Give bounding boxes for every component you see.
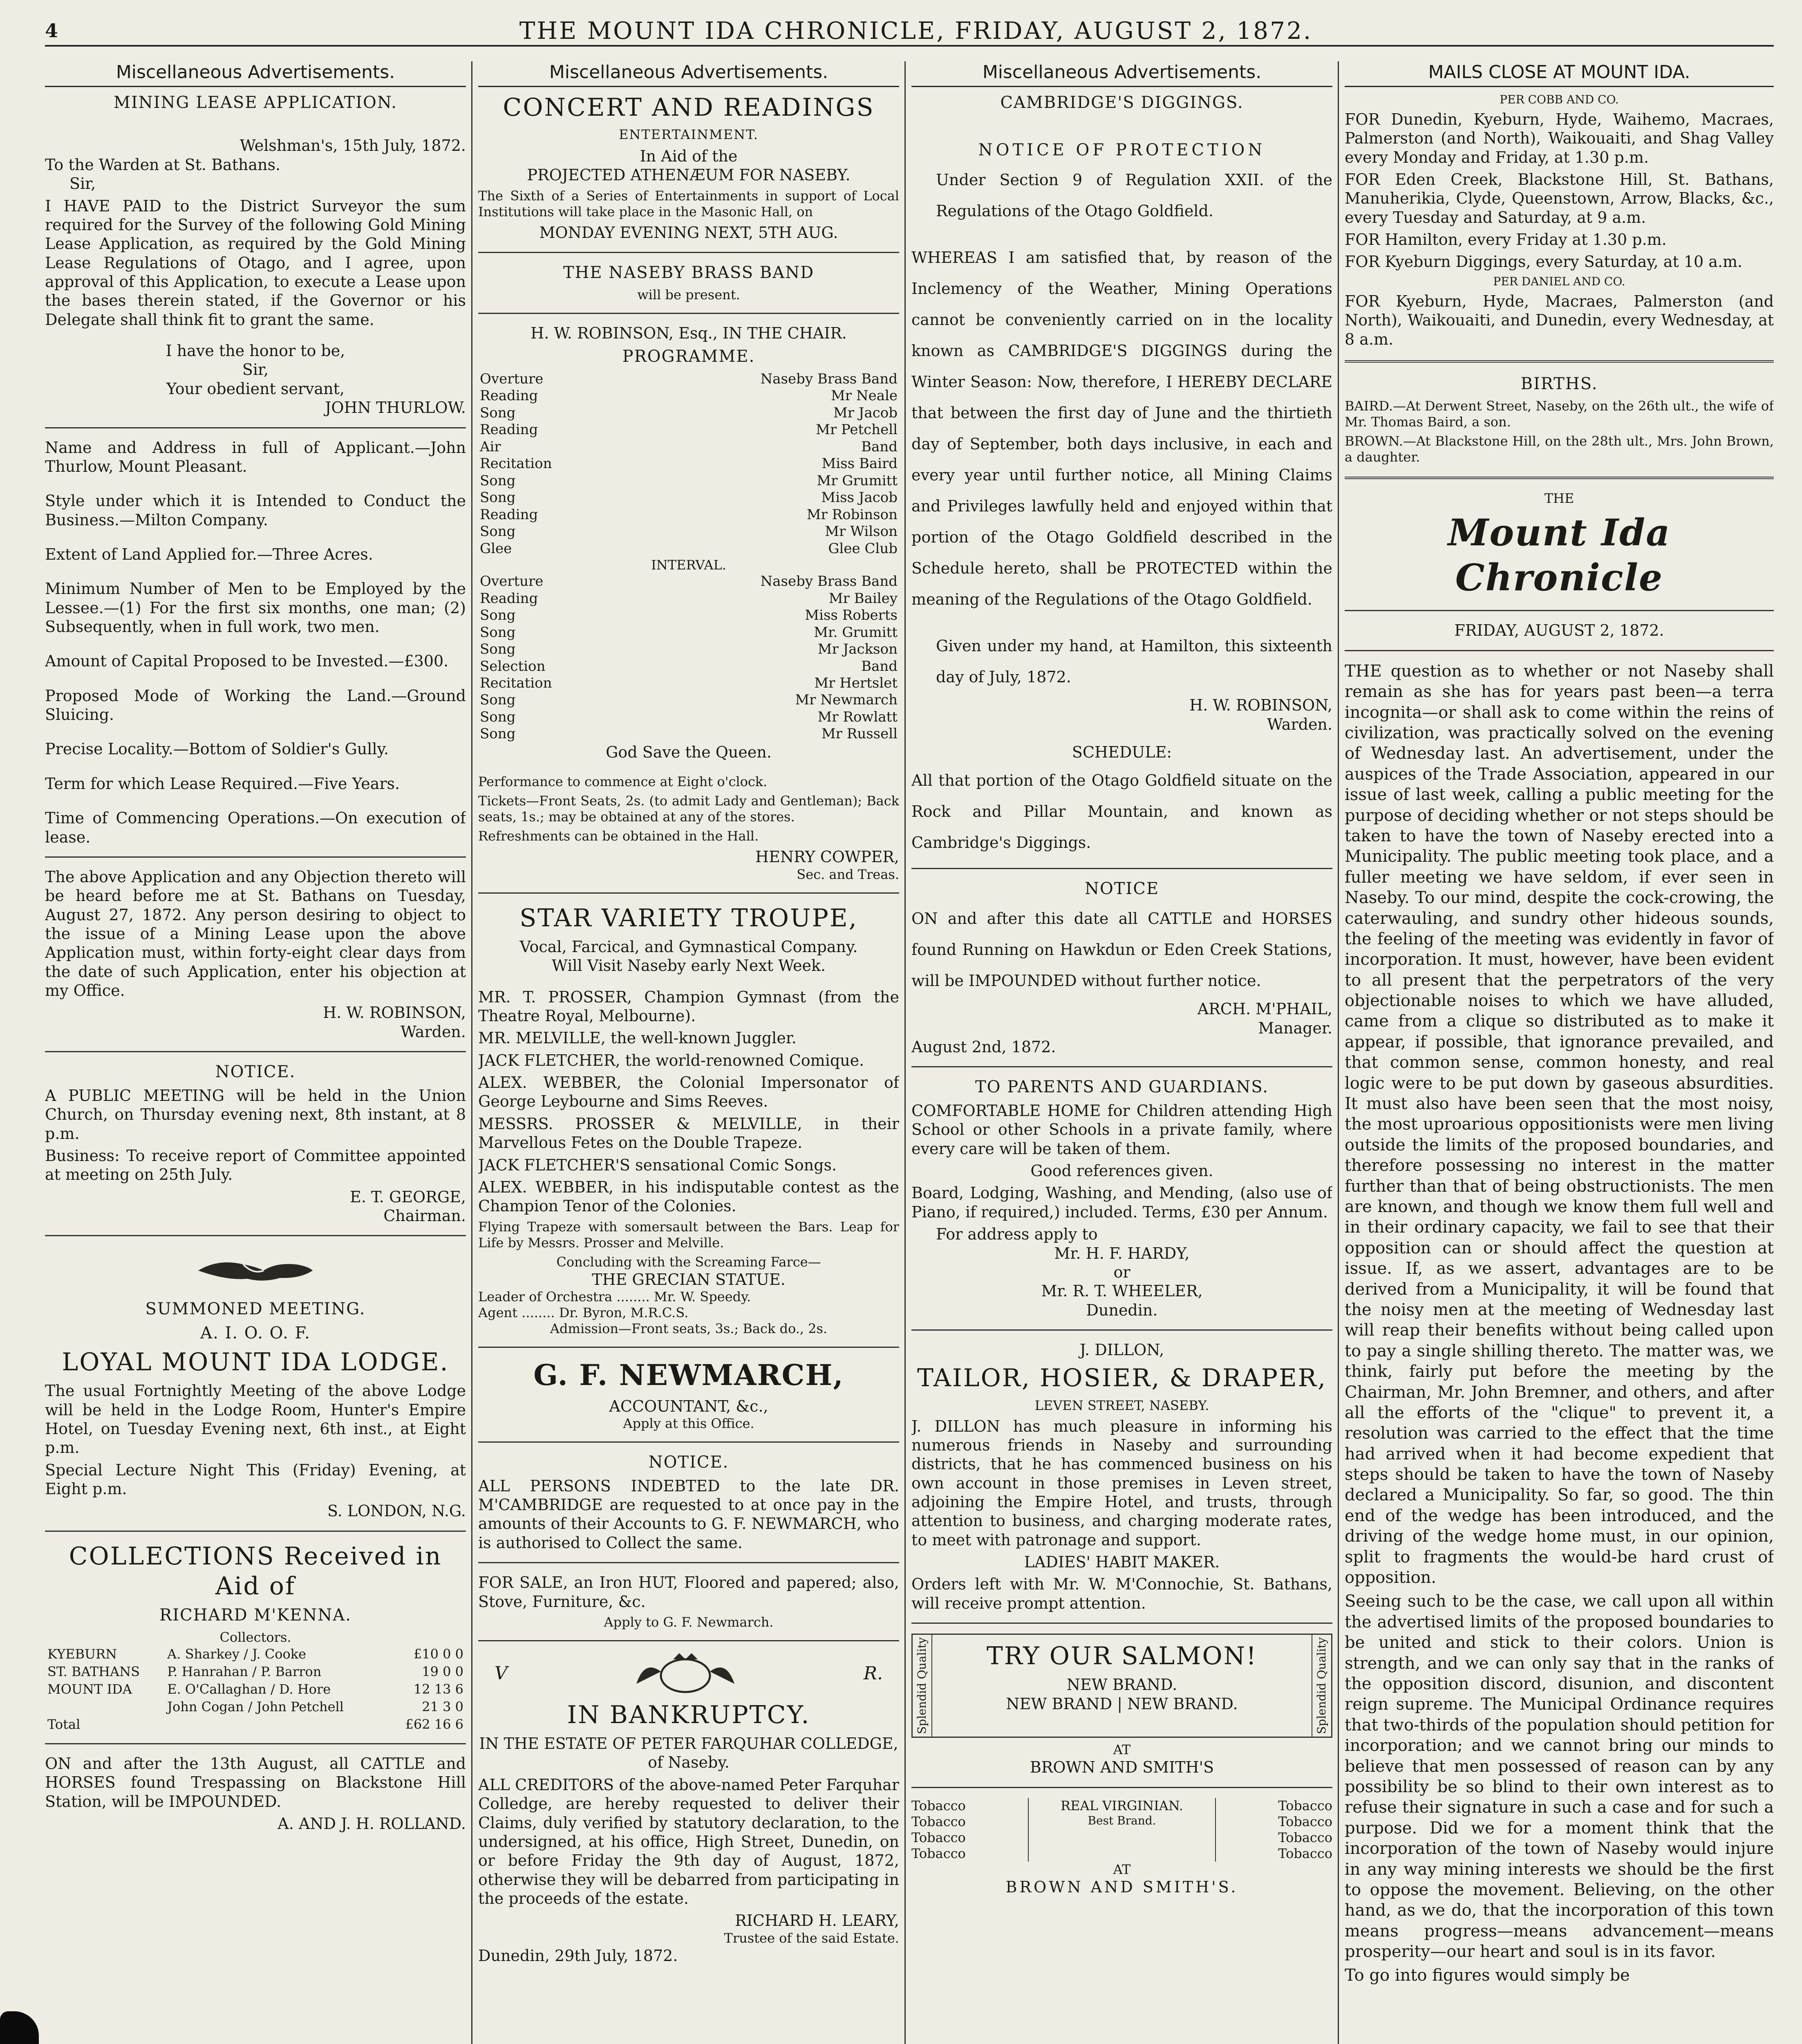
programme-part-1 (478, 371, 899, 557)
impound-notice (911, 879, 1332, 1056)
performer-cell: Mr Petchell (816, 421, 898, 438)
ad-subtitle: LEVEN STREET, NASEBY. (1034, 1397, 1209, 1413)
ad-body: ON and after the 13th August, all CATTLE and HORSES found Trespassing on Blackstone Hill Station, will be IMPOUNDED. (45, 1755, 466, 1811)
performer-cell: Miss Roberts (805, 607, 898, 624)
performer-cell: Band (861, 438, 898, 455)
mails-notice (1345, 61, 1774, 349)
item-cell: Song (480, 692, 516, 708)
tobacco-word: Tobacco (911, 1813, 966, 1829)
ad-line: In Aid of the (640, 147, 738, 165)
addressee: To the Warden at St. Bathans. (45, 155, 281, 174)
ad-body: FOR SALE, an Iron HUT, Floored and papered; also, Stove, Furniture, &c. (478, 1573, 899, 1611)
lease-item: Style under which it is Intended to Conduct the Business.—Milton Company. (45, 492, 466, 529)
ad-subtitle: Vocal, Farcical, and Gymnastical Company. (519, 937, 858, 956)
item-cell: Glee (480, 540, 512, 557)
page-header (45, 16, 1774, 47)
section-heading: MAILS CLOSE AT MOUNT IDA. (1345, 61, 1774, 87)
signature: H. W. ROBINSON, (1189, 696, 1332, 715)
ad-line: THE GRECIAN STATUE. (592, 1270, 786, 1289)
closing: Sir, (242, 361, 269, 379)
lease-item: Minimum Number of Men to be Employed by the Lessee.—(1) For the first six months, one man; (2) Subsequently, when in full work, two men. (45, 580, 466, 636)
brand-label: Best Brand. (1088, 1813, 1156, 1827)
dillon-ad (911, 1340, 1332, 1613)
table-row (478, 624, 899, 641)
royal-crest-icon (612, 1651, 759, 1696)
ad-line: THE NASEBY BRASS BAND (563, 263, 815, 282)
item-cell: Reading (480, 506, 538, 523)
ad-body: All that portion of the Otago Goldfield situate on the Rock and Pillar Mountain, and known as Cambridge's Diggings. (911, 771, 1332, 852)
table-row (478, 371, 899, 388)
vr-letter: V (495, 1663, 508, 1684)
signature-title: Trustee of the said Estate. (724, 1930, 899, 1946)
performer-cell: Mr Newmarch (795, 692, 898, 708)
table-row (478, 540, 899, 557)
birth-item: BROWN.—At Blackstone Hill, on the 28th ult., Mrs. John Brown, a daughter. (1345, 433, 1774, 465)
table-row (478, 675, 899, 692)
table-row (478, 692, 899, 708)
ad-line: Agent ........ Dr. Byron, M.R.C.S. (478, 1305, 689, 1321)
dateline: August 2nd, 1872. (911, 1038, 1056, 1056)
editorial-paragraph: THE question as to whether or not Naseby shall remain as she has for years past been—a terra incognita—or shall ask to come within the reins of civilization, was practically solved on the evening of Wednesday last. An advertisement, under the auspices of the Trade Association, appeared in our issue of last week, calling a public meeting for the purpose of deciding whether or not steps should be taken to have the town of Naseby erected into a Municipality. The public meeting took place, and a fuller meeting we have seldom, if ever seen in Naseby. To our mind, despite the cock-crowing, the caterwauling, and sundry other hideous sounds, the feeling of the meeting was evidently in favor of incorporation. It must, however, have been evident to all present that the perpetrators of the very objectionable noises to which we have alluded, came from a clique so distributed as to make it appear, if possible, that ignorance prevailed, and that common sense, common honesty, and real logic were to be put down by gaseous absurdities. It must also have been seen that the most noisy, the most uproarious oppositionists were men living outside the limits of the proposed boundaries, and therefore possessing no interest in the matter further than that of being obstructionists. The men are known, and though we know them full well and in their ordinary capacity, we fail to see that their opposition can or should affect the question at issue. If, as we assert, advantages are to be derived from a Municipality, it will be found that the noisy men at the meeting of Wednesday last will reap their benefits without being called upon to pay a single shilling thereto. The matter was, we think, fairly put before the meeting by the Chairman, Mr. John Bremner, and others, and after all the efforts of the "clique" to prevent it, a resolution was carried to the effect that the time had arrived when it had become expedient that steps should be taken to have the town of Naseby declared a Municipality. So far, so good. The thin end of the wedge has been introduced, and the driving of the wedge home must, in our opinion, split to fragments the would-be hard crust of opposition. (1345, 661, 1774, 1587)
amount-cell: £10 0 0 (413, 1646, 463, 1662)
performer-cell: Mr Russell (821, 726, 898, 742)
performer-cell: Mr Bailey (828, 590, 898, 607)
collectors-cell: E. O'Callaghan / D. Hore (167, 1681, 331, 1697)
ad-body: Business: To receive report of Committee appointed at meeting on 25th July. (45, 1147, 466, 1184)
lease-item: Term for which Lease Required.—Five Years. (45, 774, 400, 793)
signature: H. W. ROBINSON, (323, 1004, 466, 1022)
amount-cell: 21 3 0 (422, 1699, 463, 1715)
editorial-masthead (1345, 491, 1774, 651)
ad-line: BROWN AND SMITH'S (1030, 1758, 1214, 1777)
table-row (478, 523, 899, 540)
performer-cell: Mr Hertslet (814, 675, 898, 692)
table-row (478, 658, 899, 675)
lodge-ad (45, 1246, 466, 1520)
performer-cell: Naseby Brass Band (760, 573, 898, 590)
lease-item: Proposed Mode of Working the Land.—Ground Sluicing. (45, 686, 466, 724)
ad-body: Given under my hand, at Hamilton, this sixteenth day of July, 1872. (936, 637, 1332, 686)
newmarch-ad (478, 1358, 899, 1432)
item-cell: Air (480, 438, 501, 455)
ad-line: Concluding with the Screaming Farce— (556, 1254, 821, 1270)
tobacco-word: Tobacco (1278, 1813, 1332, 1829)
column-rule (904, 61, 906, 2044)
column-3 (911, 61, 1332, 2044)
column-2 (478, 61, 899, 2044)
table-row (478, 507, 899, 523)
collectors-heading: Collectors. (219, 1629, 291, 1645)
editorial-paragraph: Seeing such to be the case, we call upon all within the advertised limits of the proposed boundaries to be united and stick to their colors. Union is strength, and we can only say that in the ranks of the opposition discord, disunion, and discontent reign supreme. The Municipal Ordinance requires that two-thirds of the population should petition for incorporation; and we cannot bring our minds to believe that men possessed of reason can by any possibility be so blind to their own interest as to refuse their signature in such a case and for such a purpose. Did we for a moment think that the incorporation of the town of Naseby would injure in any way mining interests we should be the first to oppose the movement. Believing, on the other hand, as we do, that the incorporation of this town means progress—means advancement—means prosperity—our heart and soul is in its favor. (1345, 1592, 1774, 1961)
place-cell (45, 1698, 165, 1716)
ad-line: Good references given. (1030, 1162, 1213, 1180)
signature: ARCH. M'PHAIL, (1197, 1000, 1332, 1018)
signature-title: Chairman. (383, 1207, 466, 1225)
act-item: MESSRS. PROSSER & MELVILLE, in their Marvellous Fetes on the Double Trapeze. (478, 1114, 899, 1152)
closing: Your obedient servant, (166, 379, 345, 398)
performer-cell: Mr Neale (830, 388, 898, 404)
item-cell: Song (480, 523, 516, 540)
item-cell: Reading (480, 590, 538, 607)
signature: S. LONDON, N.G. (327, 1502, 466, 1520)
ad-body: The Sixth of a Series of Entertainments in support of Local Institutions will take place in the Masonic Hall, on (478, 188, 899, 220)
ad-title: STAR VARIETY TROUPE, (519, 903, 858, 932)
column-rule (471, 61, 472, 2044)
ad-line: AT (1113, 1742, 1131, 1758)
column-1 (45, 61, 466, 2044)
mining-lease-ad (45, 93, 466, 1041)
signature: A. AND J. H. ROLLAND. (278, 1815, 466, 1833)
ad-body: A PUBLIC MEETING will be held in the Union Church, on Thursday evening next, 8th instant, at 8 p.m. (45, 1086, 466, 1143)
ad-subtitle: NOTICE OF PROTECTION (978, 141, 1266, 160)
table-row (478, 607, 899, 624)
ad-body: Board, Lodging, Washing, and Mending, (also use of Piano, if required,) included. Terms, £30 per Annum. (911, 1184, 1332, 1221)
mail-item: FOR Eden Creek, Blackstone Hill, St. Bathans, Manuherikia, Clyde, Queenstown, Arrow, Blacks, &c., every Tuesday and Saturday, at 9 a.m. (1345, 170, 1774, 226)
mail-item: FOR Kyeburn, Hyde, Macraes, Palmerston (and North), Waikouaiti, and Dunedin, every Wednesday, at 8 a.m. (1345, 292, 1774, 348)
masthead-the: THE (1544, 490, 1574, 506)
masthead-name: Mount Ida Chronicle (1448, 511, 1671, 599)
ad-line: H. W. ROBINSON, Esq., IN THE CHAIR. (531, 324, 847, 342)
handshake-icon (194, 1246, 317, 1291)
section-heading: Miscellaneous Advertisements. (478, 61, 899, 87)
act-item: MR. T. PROSSER, Champion Gymnast (from the Theatre Royal, Melbourne). (478, 988, 899, 1025)
lease-item: Amount of Capital Proposed to be Invested.—£300. (45, 652, 449, 670)
ad-body: ALL PERSONS INDEBTED to the late DR. M'CAMBRIDGE are requested to at once pay in the amounts of their Accounts to G. F. NEWMARCH, who is authorised to Collect the same. (478, 1477, 899, 1552)
performer-cell: Glee Club (828, 540, 898, 557)
lease-item: Extent of Land Applied for.—Three Acres. (45, 545, 373, 563)
creditors-notice (478, 1452, 899, 1552)
table-row (478, 709, 899, 726)
table-row (45, 1663, 466, 1681)
item-cell: Overture (480, 573, 544, 590)
ad-line: AT (1113, 1861, 1131, 1877)
hut-for-sale-ad (478, 1573, 899, 1630)
performer-cell: Miss Jacob (821, 489, 898, 506)
performer-cell: Miss Baird (822, 455, 898, 472)
ad-line: NEW BRAND | NEW BRAND. (1006, 1694, 1238, 1713)
parents-guardians-ad (911, 1077, 1332, 1320)
section-heading: Miscellaneous Advertisements. (911, 61, 1332, 87)
table-row (478, 590, 899, 607)
ad-body: Orders left with Mr. W. M'Connochie, St. Bathans, will receive prompt attention. (911, 1575, 1332, 1612)
item-cell: Selection (480, 658, 546, 675)
ad-title: LOYAL MOUNT IDA LODGE. (62, 1348, 449, 1377)
mail-item: FOR Hamilton, every Friday at 1.30 p.m. (1345, 230, 1667, 249)
ad-title: MINING LEASE APPLICATION. (113, 93, 397, 112)
ad-line: Mr. H. F. HARDY, (1054, 1244, 1190, 1262)
performer-cell: Mr Rowlatt (817, 708, 898, 725)
ad-subtitle: ENTERTAINMENT. (619, 126, 759, 142)
ad-line: J. DILLON, (1079, 1340, 1164, 1359)
item-cell: Song (480, 708, 516, 725)
masthead-date: FRIDAY, AUGUST 2, 1872. (1454, 621, 1664, 640)
vr-letter: R. (863, 1663, 883, 1684)
ink-blot (0, 2011, 39, 2044)
ad-line: MONDAY EVENING NEXT, 5TH AUG. (539, 223, 838, 242)
ad-line: God Save the Queen. (606, 743, 772, 761)
ad-line: Apply to G. F. Newmarch. (604, 1614, 774, 1630)
performer-cell: Band (861, 658, 898, 675)
tobacco-word: Tobacco (1278, 1845, 1332, 1861)
place-cell: ST. BATHANS (47, 1663, 140, 1679)
tobacco-word: Tobacco (1278, 1829, 1332, 1845)
column-4 (1345, 61, 1774, 2044)
act-item: JACK FLETCHER, the world-renowned Comique. (478, 1051, 864, 1069)
tobacco-word: Tobacco (1278, 1797, 1332, 1813)
section-heading: Miscellaneous Advertisements. (45, 61, 466, 87)
ad-title: NOTICE (1084, 879, 1160, 899)
collectors-cell: A. Sharkey / J. Cooke (167, 1646, 307, 1662)
ad-title: NOTICE. (215, 1062, 296, 1082)
ad-line: LADIES' HABIT MAKER. (1024, 1553, 1220, 1571)
total-amount: £62 16 6 (405, 1717, 463, 1732)
tobacco-word: Tobacco (911, 1845, 966, 1861)
signature: JOHN THURLOW. (325, 399, 466, 417)
salmon-ad (911, 1634, 1332, 1777)
ad-line: or (1113, 1263, 1130, 1281)
ad-subtitle: IN THE ESTATE OF PETER FARQUHAR COLLEDGE, of Naseby. (479, 1735, 898, 1772)
ad-subtitle: ACCOUNTANT, &c., (609, 1397, 768, 1415)
ad-body: Tickets—Front Seats, 2s. (to admit Lady and Gentleman); Back seats, 1s.; may be obtained at any of the stores. (478, 793, 899, 825)
signature-title: Warden. (1267, 715, 1332, 733)
item-cell: Song (480, 404, 516, 421)
concert-ad (478, 93, 899, 883)
performer-cell: Mr Jackson (817, 641, 898, 658)
item-cell: Song (480, 607, 516, 624)
signature: RICHARD H. LEARY, (735, 1912, 899, 1930)
tobacco-ad (911, 1798, 1332, 1897)
programme-heading: PROGRAMME. (622, 347, 755, 366)
signature-title: Warden. (401, 1022, 466, 1041)
act-item: ALEX. WEBBER, in his indisputable contest as the Champion Tenor of the Colonies. (478, 1178, 899, 1215)
item-cell: Song (480, 641, 516, 658)
ad-subtitle: A. I. O. O. F. (200, 1324, 311, 1343)
ad-line: PROJECTED ATHENÆUM FOR NASEBY. (527, 166, 851, 184)
act-item: ALEX. WEBBER, the Colonial Impersonator of George Leybourne and Sims Reeves. (478, 1074, 899, 1111)
cambridge-diggings-ad (911, 93, 1332, 858)
ad-title: REAL VIRGINIAN. (1061, 1797, 1183, 1813)
table-row (478, 641, 899, 658)
editorial (1345, 661, 1774, 1986)
ad-body: Flying Trapeze with somersault between the Bars. Leap for Life by Messrs. Prosser and Melville. (478, 1219, 899, 1251)
public-meeting-notice (45, 1062, 466, 1225)
ad-title: IN BANKRUPTCY. (567, 1700, 810, 1729)
signature: HENRY COWPER, (755, 848, 899, 866)
table-row (478, 473, 899, 489)
side-label: Splendid Quality (915, 1637, 929, 1735)
ad-line: Dunedin. (1086, 1301, 1158, 1319)
place-cell: MOUNT IDA (47, 1681, 132, 1697)
item-cell: Reading (480, 388, 538, 404)
ad-title: TO PARENTS AND GUARDIANS. (975, 1078, 1269, 1097)
ad-subtitle: PER DANIEL AND CO. (1493, 274, 1625, 288)
performer-cell: Mr Jacob (833, 404, 898, 421)
table-row (478, 726, 899, 742)
side-label: Splendid Quality (1314, 1637, 1328, 1735)
table-row (478, 388, 899, 404)
amount-cell: 12 13 6 (413, 1681, 463, 1697)
table-row (478, 489, 899, 506)
item-cell: Song (480, 472, 516, 489)
mail-item: FOR Dunedin, Kyeburn, Hyde, Waihemo, Macraes, Palmerston (and North), Waikouaiti, and Shag Valley every Monday and Friday, at 1.30 p.m. (1345, 110, 1774, 166)
ad-body: Refreshments can be obtained in the Hall. (478, 828, 759, 844)
ad-body: Special Lecture Night This (Friday) Evening, at Eight p.m. (45, 1461, 466, 1498)
ad-line: BROWN AND SMITH'S. (1005, 1878, 1238, 1896)
table-row (478, 573, 899, 590)
table-row (478, 439, 899, 455)
item-cell: Song (480, 726, 516, 742)
dateline: Dunedin, 29th July, 1872. (478, 1946, 678, 1965)
ad-body: ON and after this date all CATTLE and HORSES found Running on Hawkdun or Eden Creek Stations, will be IMPOUNDED without further notice. (911, 910, 1332, 990)
table-row (45, 1716, 466, 1733)
place-cell: KYEBURN (47, 1646, 117, 1662)
ad-line: will be present. (637, 287, 740, 303)
act-item: MR. MELVILLE, the well-known Juggler. (478, 1029, 797, 1047)
performer-cell: Mr Grumitt (817, 472, 898, 489)
ad-title: G. F. NEWMARCH, (533, 1358, 844, 1392)
ad-line: Leader of Orchestra ........ Mr. W. Speedy. (478, 1289, 751, 1305)
dateline: Welshman's, 15th July, 1872. (240, 137, 466, 155)
schedule-heading: SCHEDULE: (1072, 743, 1172, 761)
item-cell: Overture (480, 371, 544, 388)
ad-title: TAILOR, HOSIER, & DRAPER, (917, 1364, 1327, 1393)
table-row (478, 405, 899, 421)
item-cell: Song (480, 624, 516, 641)
ad-body: Under Section 9 of Regulation XXII. of the Regulations of the Otago Goldfield. (936, 171, 1332, 220)
page-number: 4 (45, 20, 58, 42)
ad-line: For address apply to (936, 1225, 1098, 1244)
performer-cell: Mr. Grumitt (814, 624, 898, 641)
collectors-cell: P. Hanrahan / P. Barron (167, 1663, 322, 1679)
mail-item: FOR Kyeburn Diggings, every Saturday, at 10 a.m. (1345, 253, 1743, 271)
ad-title: TRY OUR SALMON! (986, 1642, 1258, 1671)
table-row (45, 1645, 466, 1663)
lease-item: Precise Locality.—Bottom of Soldier's Gully. (45, 740, 389, 758)
collectors-cell: John Cogan / John Petchell (167, 1699, 344, 1715)
ad-body: I HAVE PAID to the District Surveyor the sum required for the Survey of the following Gold Mining Lease Application, as required by the Gold Mining Lease Regulations of Otago, and I agree, upon approval of this Application, to execute a Lease upon the bases therein stated, if the Governor or his Delegate shall think fit to grant the same. (45, 197, 466, 329)
table-row (45, 1698, 466, 1716)
table-row (45, 1681, 466, 1698)
births-notice (1345, 374, 1774, 465)
signature: E. T. GEORGE, (350, 1188, 466, 1206)
ad-body: WHEREAS I am satisfied that, by reason of the Inclemency of the Weather, Mining Operations cannot be conveniently carried on in the locality known as CAMBRIDGE'S DIGGINGS during the Winter Season: Now, therefore, I HEREBY DECLARE that between the first day of June and the thirtieth day of September, both days inclusive, in each and every year until further notice, all Mining Claims and Privileges lawfully held and enjoyed within that portion of the Otago Goldfield described in the Schedule hereto, shall be PROTECTED within the meaning of the Regulations of the Otago Goldfield. (911, 249, 1332, 609)
closing: I have the honor to be, (166, 342, 345, 360)
item-cell: Song (480, 489, 516, 506)
ad-line: Apply at this Office. (623, 1415, 754, 1431)
variety-troupe-ad (478, 903, 899, 1337)
ad-footer: The above Application and any Objection thereto will be heard before me at St. Bathans on Tuesday, August 27, 1872. Any person desiring to object to the issue of a Mining Lease upon the above Application must, within forty-eight clear days from the date of such Application, enter his objection at my Office. (45, 867, 466, 1000)
ad-body: J. DILLON has much pleasure in informing his numerous friends in Naseby and surrounding districts, that he has commenced business on his own account in those premises in Leven street, adjoining the Empire Hotel, and trusts, through attention to business, and charging moderate rates, to meet with patronage and support. (911, 1417, 1332, 1549)
performer-cell: Mr Wilson (825, 523, 898, 540)
running-masthead: THE MOUNT IDA CHRONICLE, FRIDAY, AUGUST 2, 1872. (519, 17, 1313, 45)
programme-part-2 (478, 573, 899, 743)
ad-title: CAMBRIDGE'S DIGGINGS. (1000, 93, 1244, 112)
ad-body: The usual Fortnightly Meeting of the above Lodge will be held in the Lodge Room, Hunter's Empire Hotel, on Tuesday Evening next, 6th inst., at Eight p.m. (45, 1382, 466, 1457)
ad-title: SUMMONED MEETING. (145, 1300, 366, 1319)
collections-ad (45, 1542, 466, 1733)
lease-item: Time of Commencing Operations.—On execution of lease. (45, 809, 466, 846)
bankruptcy-ad (478, 1651, 899, 1965)
birth-item: BAIRD.—At Derwent Street, Naseby, on the 26th ult., the wife of Mr. Thomas Baird, a son. (1345, 398, 1774, 430)
tobacco-word: Tobacco (911, 1829, 966, 1845)
interval-heading: INTERVAL. (651, 557, 726, 573)
signature-title: Sec. and Treas. (797, 866, 899, 882)
tobacco-word: Tobacco (911, 1797, 966, 1813)
ad-body: ALL CREDITORS of the above-named Peter Farquhar Colledge, are hereby requested to deliver their Claims, duly verified by statutory declaration, to the undersigned, at his office, High Street, Dunedin, on or before Friday the 9th day of August, 1872, otherwise they will be debarred from participating in the proceeds of the estate. (478, 1775, 899, 1907)
ad-subtitle: PER COBB AND CO. (1500, 92, 1619, 106)
table-row (478, 421, 899, 438)
editorial-paragraph: To go into figures would simply be (1345, 1966, 1630, 1985)
amount-cell: 19 0 0 (422, 1663, 463, 1679)
item-cell: Recitation (480, 455, 552, 472)
total-label: Total (47, 1717, 81, 1732)
performer-cell: Mr Robinson (806, 506, 898, 523)
ad-title: CONCERT AND READINGS (503, 93, 875, 122)
table-row (478, 455, 899, 472)
salutation: Sir, (69, 175, 96, 193)
act-item: JACK FLETCHER'S sensational Comic Songs. (478, 1156, 837, 1174)
signature-title: Manager. (1258, 1019, 1332, 1037)
trespass-notice (45, 1754, 466, 1833)
ad-subtitle: RICHARD M'KENNA. (159, 1606, 351, 1625)
collections-table (45, 1645, 466, 1733)
ad-title: NOTICE. (648, 1452, 729, 1472)
performer-cell: Naseby Brass Band (760, 371, 898, 388)
lease-item: Name and Address in full of Applicant.—John Thurlow, Mount Pleasant. (45, 438, 466, 475)
ad-line: Will Visit Naseby early Next Week. (551, 957, 826, 975)
ad-line: Mr. R. T. WHEELER, (1041, 1282, 1203, 1300)
ad-title: BIRTHS. (1520, 374, 1598, 393)
ad-line: NEW BRAND. (1066, 1676, 1177, 1694)
ad-line: Admission—Front seats, 3s.; Back do., 2s. (550, 1321, 828, 1337)
item-cell: Recitation (480, 675, 552, 692)
ad-title: COLLECTIONS Received in Aid of (69, 1542, 442, 1600)
column-rule (1338, 61, 1339, 2044)
ad-body: Performance to commence at Eight o'clock. (478, 774, 768, 790)
ad-body: COMFORTABLE HOME for Children attending High School or other Schools in a private family, where every care will be taken of them. (911, 1102, 1332, 1158)
item-cell: Reading (480, 421, 538, 438)
